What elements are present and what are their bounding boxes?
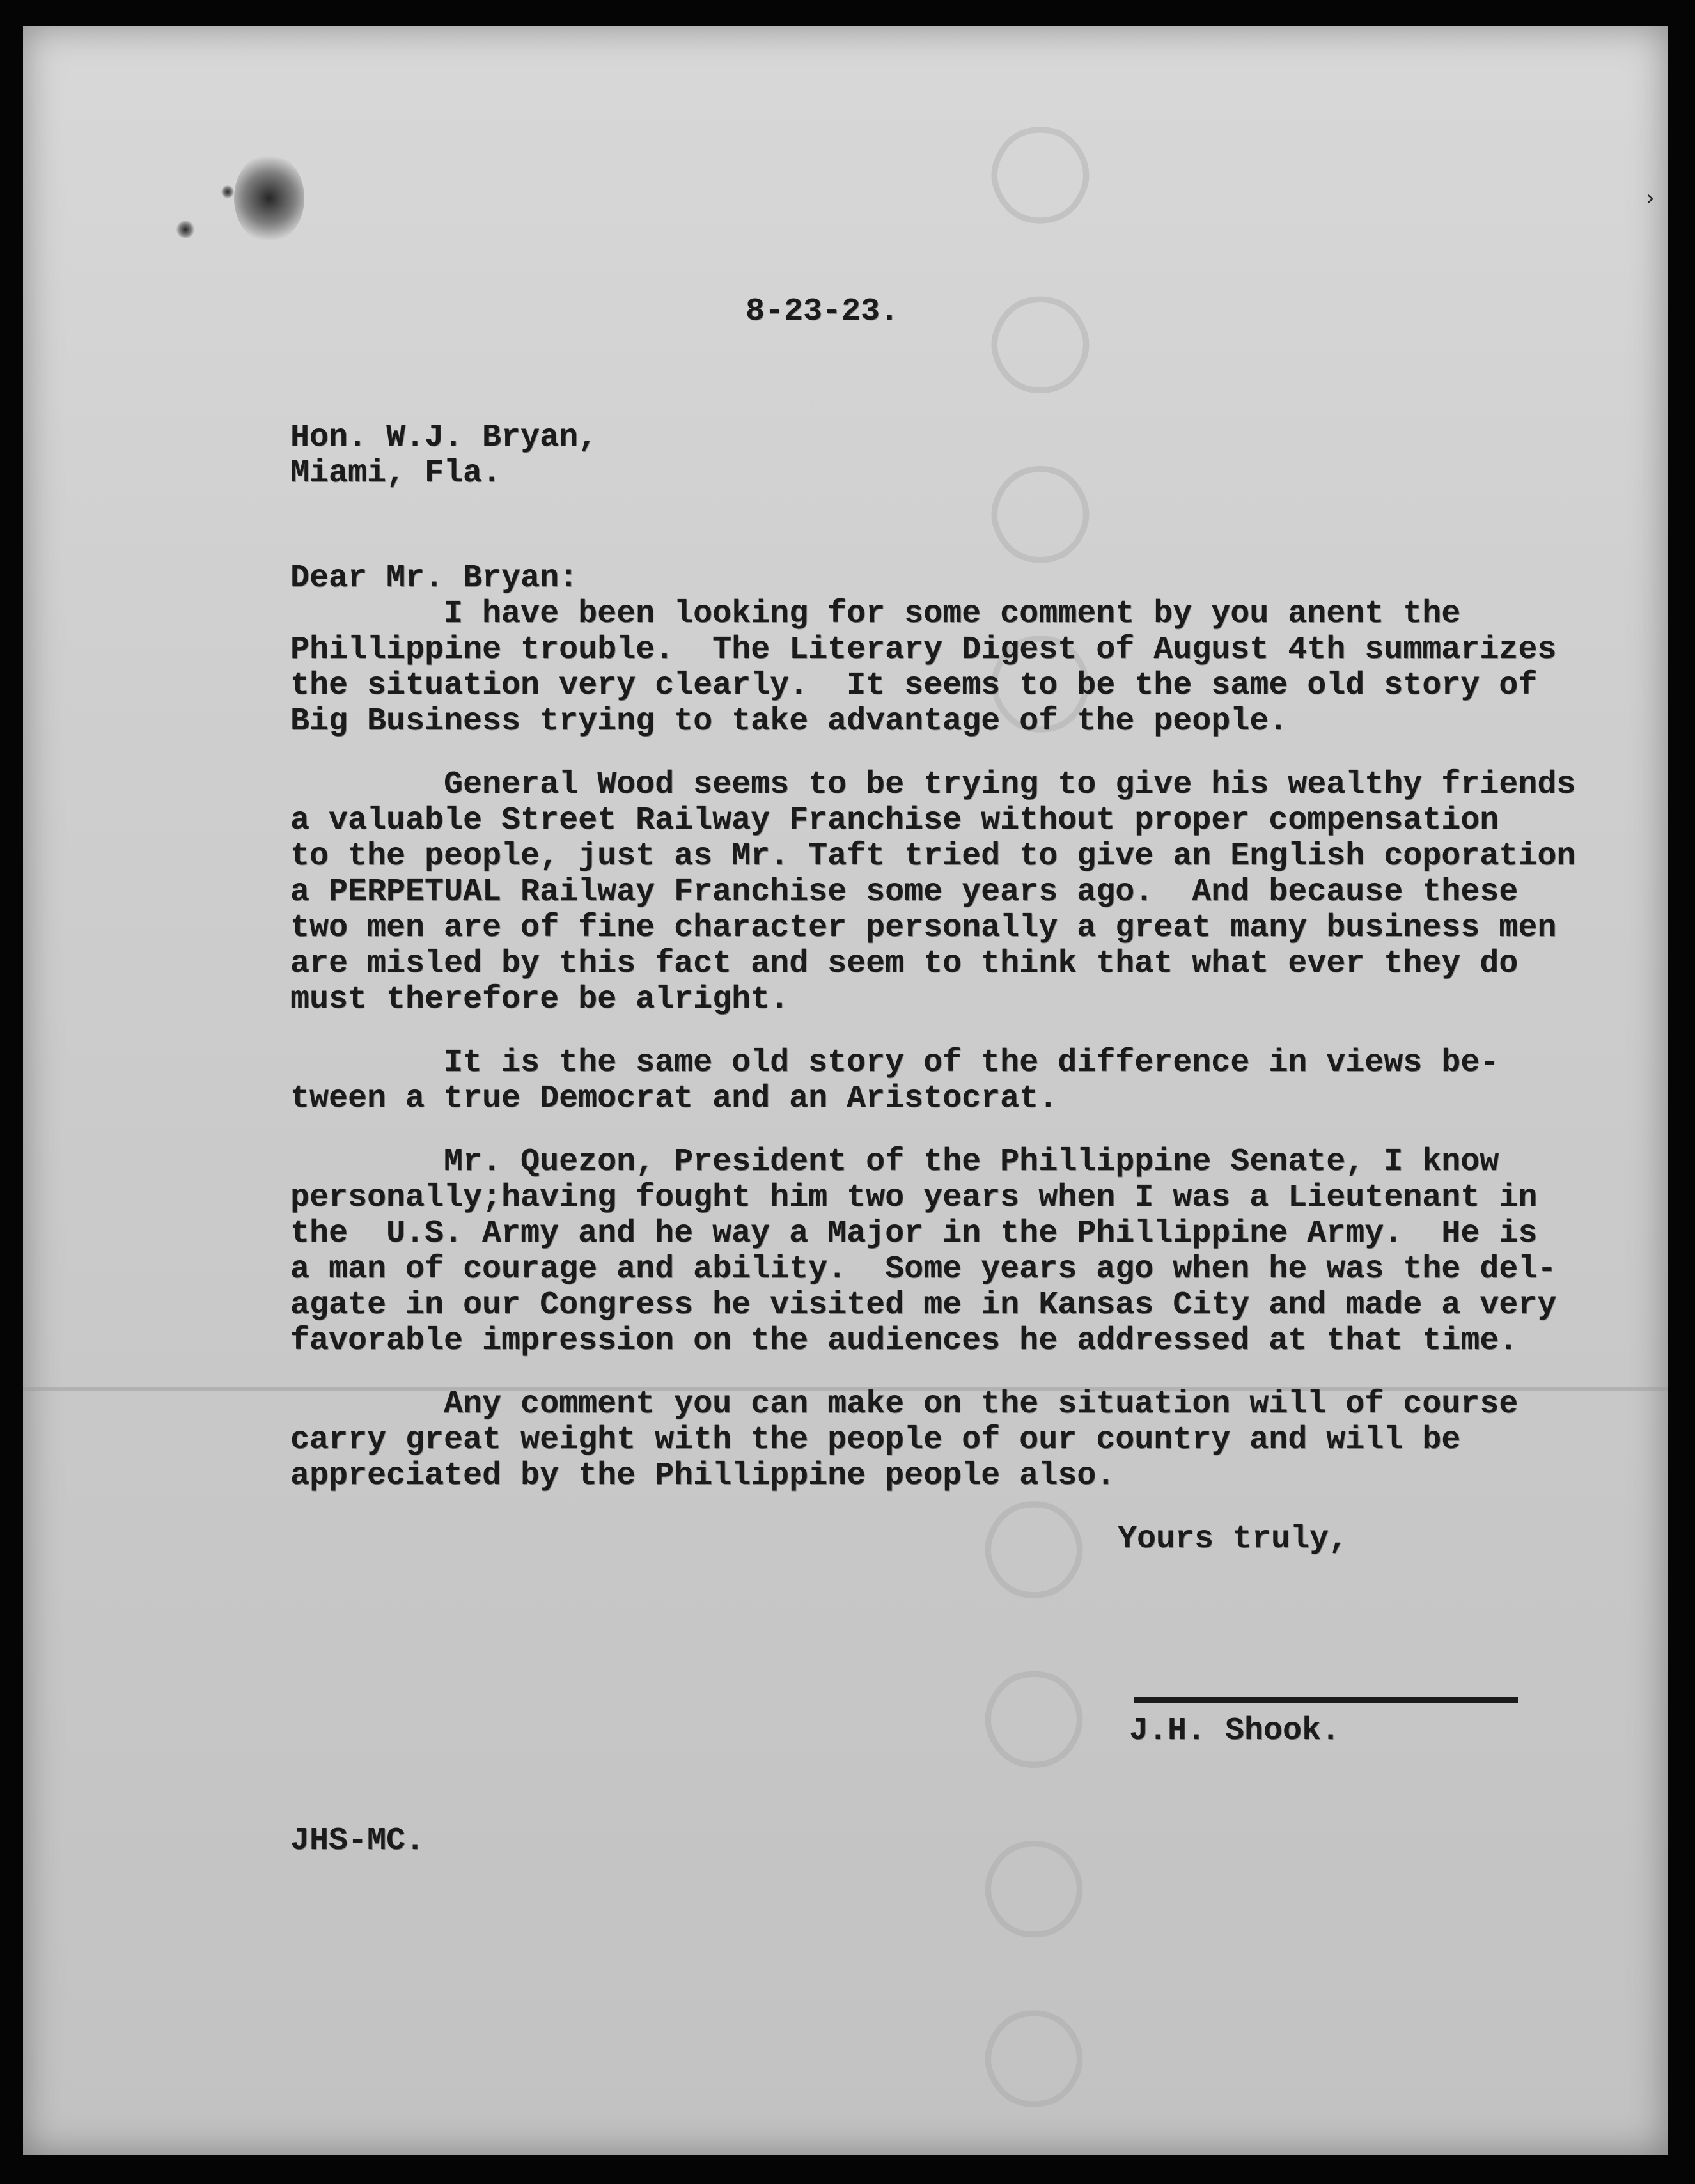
paragraph-3-line: It is the same old story of the difference in views be-	[290, 1045, 1499, 1081]
letter-date: 8-23-23.	[746, 293, 900, 330]
paragraph-4-line: personally;having fought him two years when I was a Lieutenant in	[290, 1180, 1538, 1216]
paragraph-2-line: are misled by this fact and seem to think that what ever they do	[290, 946, 1519, 982]
paragraph-4-line: the U.S. Army and he way a Major in the Phillippine Army. He is	[290, 1215, 1538, 1252]
paragraph-5-line: carry great weight with the people of our country and will be	[290, 1422, 1461, 1458]
ink-speck	[221, 185, 234, 198]
ink-speck	[176, 221, 194, 238]
paragraph-4-line: Mr. Quezon, President of the Phillippine Senate, I know	[290, 1144, 1499, 1180]
paragraph-2-line: to the people, just as Mr. Taft tried to give an English coporation	[290, 838, 1576, 875]
reference-initials: JHS-MC.	[290, 1823, 425, 1859]
paragraph-1-line: Big Business trying to take advantage of the people.	[290, 703, 1288, 740]
recipient-name: Hon. W.J. Bryan,	[290, 419, 598, 456]
paragraph-1-line: the situation very clearly. It seems to be the same old story of	[290, 667, 1538, 704]
paragraph-2-line: General Wood seems to be trying to give his wealthy friends	[290, 767, 1576, 803]
paragraph-5-line: appreciated by the Phillippine people also.	[290, 1458, 1116, 1494]
paragraph-4-line: favorable impression on the audiences he addressed at that time.	[290, 1323, 1519, 1359]
watermark-text: ◯ ◯ ◯ ◯	[994, 121, 1100, 757]
letter-page	[23, 26, 1668, 2155]
paragraph-2-line: a valuable Street Railway Franchise without proper compensation	[290, 802, 1499, 839]
paragraph-2-line: must therefore be alright.	[290, 981, 790, 1018]
watermark-text: ◯ ◯ ◯ ◯	[988, 1496, 1094, 2132]
paragraph-1-line: Phillippine trouble. The Literary Digest of August 4th summarizes	[290, 632, 1557, 668]
paragraph-2-line: two men are of fine character personally a great many business men	[290, 910, 1557, 946]
paragraph-2-line: a PERPETUAL Railway Franchise some years ago. And because these	[290, 874, 1519, 910]
ink-stain	[234, 153, 304, 243]
paragraph-4-line: agate in our Congress he visited me in Kansas City and made a very	[290, 1287, 1557, 1323]
paragraph-4-line: a man of courage and ability. Some years ago when he was the del-	[290, 1251, 1557, 1288]
paragraph-1-line: I have been looking for some comment by you anent the	[290, 596, 1461, 632]
signer-name: J.H. Shook.	[1129, 1713, 1341, 1749]
recipient-location: Miami, Fla.	[290, 455, 502, 492]
paragraph-5-line: Any comment you can make on the situation will of course	[290, 1386, 1519, 1423]
edge-mark: ›	[1646, 185, 1655, 211]
salutation: Dear Mr. Bryan:	[290, 560, 579, 597]
signature-line	[1134, 1697, 1518, 1703]
closing: Yours truly,	[1118, 1521, 1348, 1557]
paragraph-3-line: tween a true Democrat and an Aristocrat.	[290, 1080, 1058, 1117]
